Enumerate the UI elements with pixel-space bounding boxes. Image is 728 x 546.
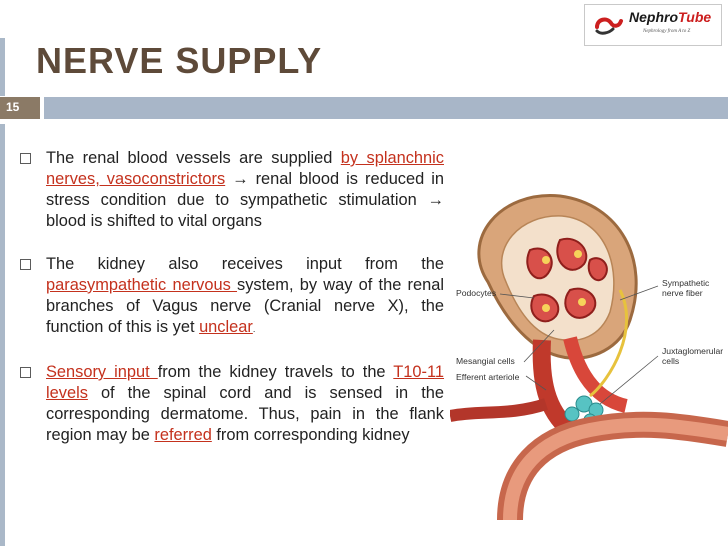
- bullet-item-3: [20, 362, 444, 446]
- label-podocytes: Podocytes: [456, 288, 497, 298]
- square-bullet-icon: [20, 259, 31, 270]
- slide-number: 15: [6, 100, 20, 114]
- highlight-text: unclear: [199, 318, 253, 336]
- bullet-text: The renal blood vessels are supplied: [46, 149, 341, 167]
- slide-title: NERVE SUPPLY: [36, 40, 323, 81]
- bullet-item-2: [20, 254, 444, 340]
- logo-brand-part1: Nephro: [629, 9, 678, 25]
- bullet-text: from the kidney travels to the: [157, 363, 394, 381]
- highlight-text: parasympathetic nervous: [46, 276, 238, 294]
- bullet-item-1: [20, 148, 444, 232]
- square-bullet-icon: [20, 153, 31, 164]
- label-sympathetic-nerve-fiber: Sympathetic nerve fiber: [662, 278, 710, 298]
- highlight-text: by splanchnic nerves, vasoconstrictors: [46, 149, 444, 188]
- bullet-list: [20, 148, 444, 468]
- highlight-text: referred: [154, 426, 212, 444]
- slide-number-box: [0, 97, 40, 119]
- bullet-text: → renal blood is reduced in stress condition due to sympathetic stimulation → blood is shifted to vital organs: [46, 170, 444, 230]
- label-efferent-arteriole: Efferent arteriole: [456, 372, 520, 382]
- bullet-text: of the spinal cord and is sensed in the corresponding dermatome. Thus, pain in the flank region may be: [46, 384, 444, 444]
- nephrotube-logo-icon: [593, 13, 625, 37]
- bullet-text: The kidney also receives input from the: [46, 255, 444, 273]
- label-mesangial-cells: Mesangial cells: [456, 356, 515, 366]
- highlight-text: Sensory input: [46, 363, 158, 381]
- logo-brand-name: [629, 9, 711, 25]
- left-accent-bar-lower: [0, 124, 5, 546]
- bullet-text: system, by way of the renal branches of Vagus nerve (Cranial nerve X), the function of this is yet: [46, 276, 444, 336]
- square-bullet-icon: [20, 367, 31, 378]
- kidney-nerve-illustration: [450, 190, 728, 531]
- label-juxtaglomerular-cells: Juxtaglomerular cells: [662, 346, 724, 366]
- bullet-text: from corresponding kidney: [211, 426, 410, 444]
- left-accent-bar: [0, 38, 5, 96]
- logo-tagline: Nephrology from A to Z: [643, 29, 691, 34]
- bullet-text: .: [252, 324, 256, 334]
- header-band: [44, 97, 728, 119]
- logo-brand-part2: Tube: [678, 9, 712, 25]
- highlight-text: T10-11 levels: [46, 363, 445, 402]
- nephrotube-logo: [584, 4, 722, 46]
